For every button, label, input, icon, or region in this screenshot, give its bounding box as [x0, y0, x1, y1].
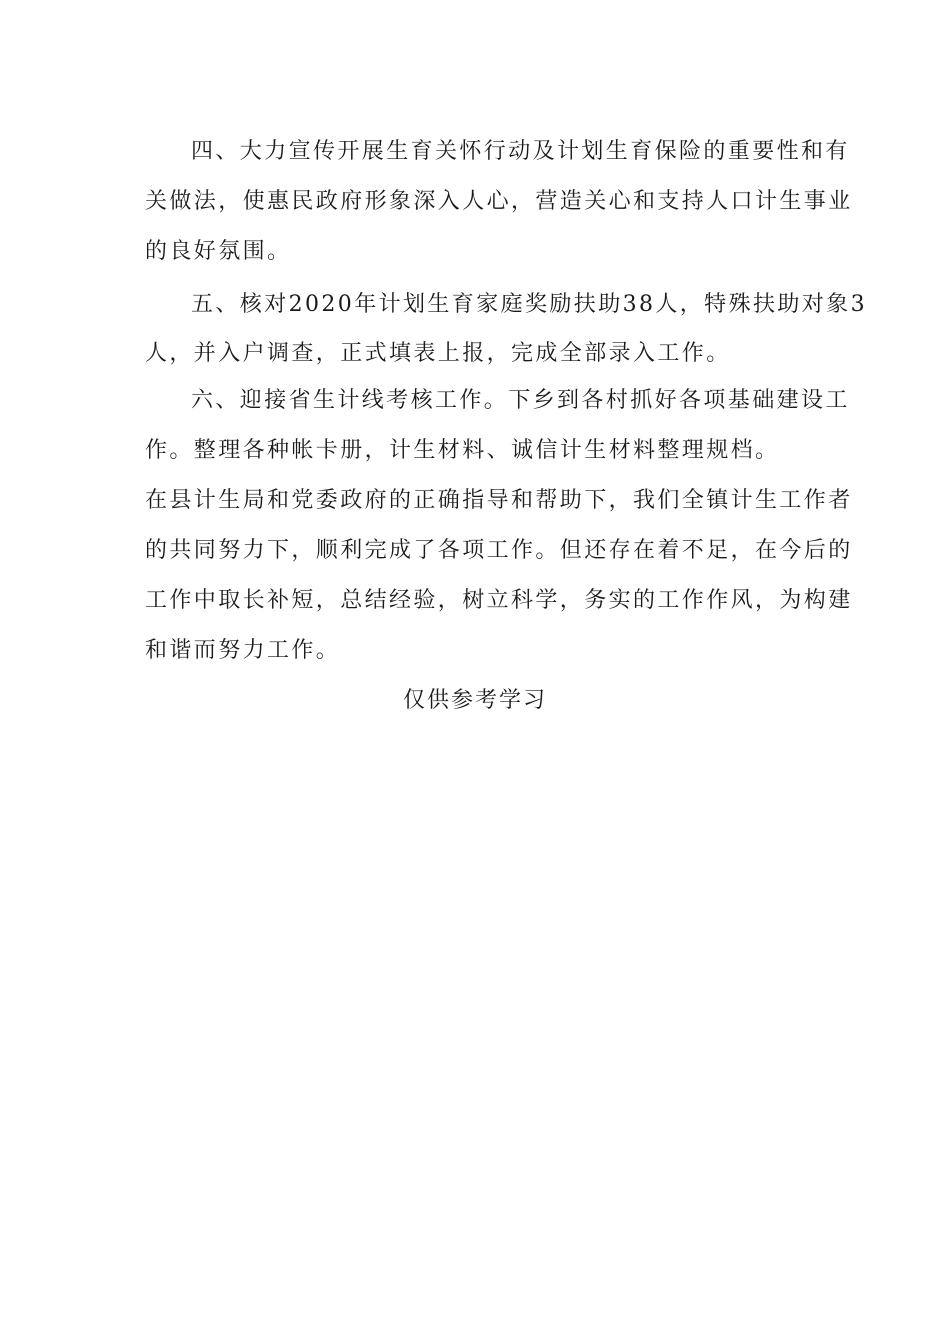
paragraph-6-line-2: 作。整理各种帐卡册，计生材料、诚信计生材料整理规档。 — [145, 438, 780, 463]
paragraph-5-line-1: 五、核对2020年计划生育家庭奖励扶助38人，特殊扶助对象3 — [191, 292, 867, 317]
summary-line-4: 和谐而努力工作。 — [145, 638, 341, 663]
summary-line-2: 的共同努力下，顺利完成了各项工作。但还存在着不足，在今后的 — [145, 538, 853, 563]
summary-line-1: 在县计生局和党委政府的正确指导和帮助下，我们全镇计生工作者 — [145, 488, 853, 513]
paragraph-4-line-1: 四、大力宣传开展生育关怀行动及计划生育保险的重要性和有 — [191, 139, 850, 164]
summary-line-3: 工作中取长补短，总结经验，树立科学，务实的工作作风，为构建 — [145, 588, 853, 613]
paragraph-5-line-2: 人，并入户调查，正式填表上报，完成全部录入工作。 — [145, 341, 731, 366]
footer-note: 仅供参考学习 — [402, 688, 547, 713]
paragraph-4-line-3: 的良好氛围。 — [145, 239, 292, 264]
paragraph-6-line-1: 六、迎接省生计线考核工作。下乡到各村抓好各项基础建设工 — [191, 388, 850, 413]
paragraph-4-line-2: 关做法，使惠民政府形象深入人心，营造关心和支持人口计生事业 — [145, 189, 853, 214]
